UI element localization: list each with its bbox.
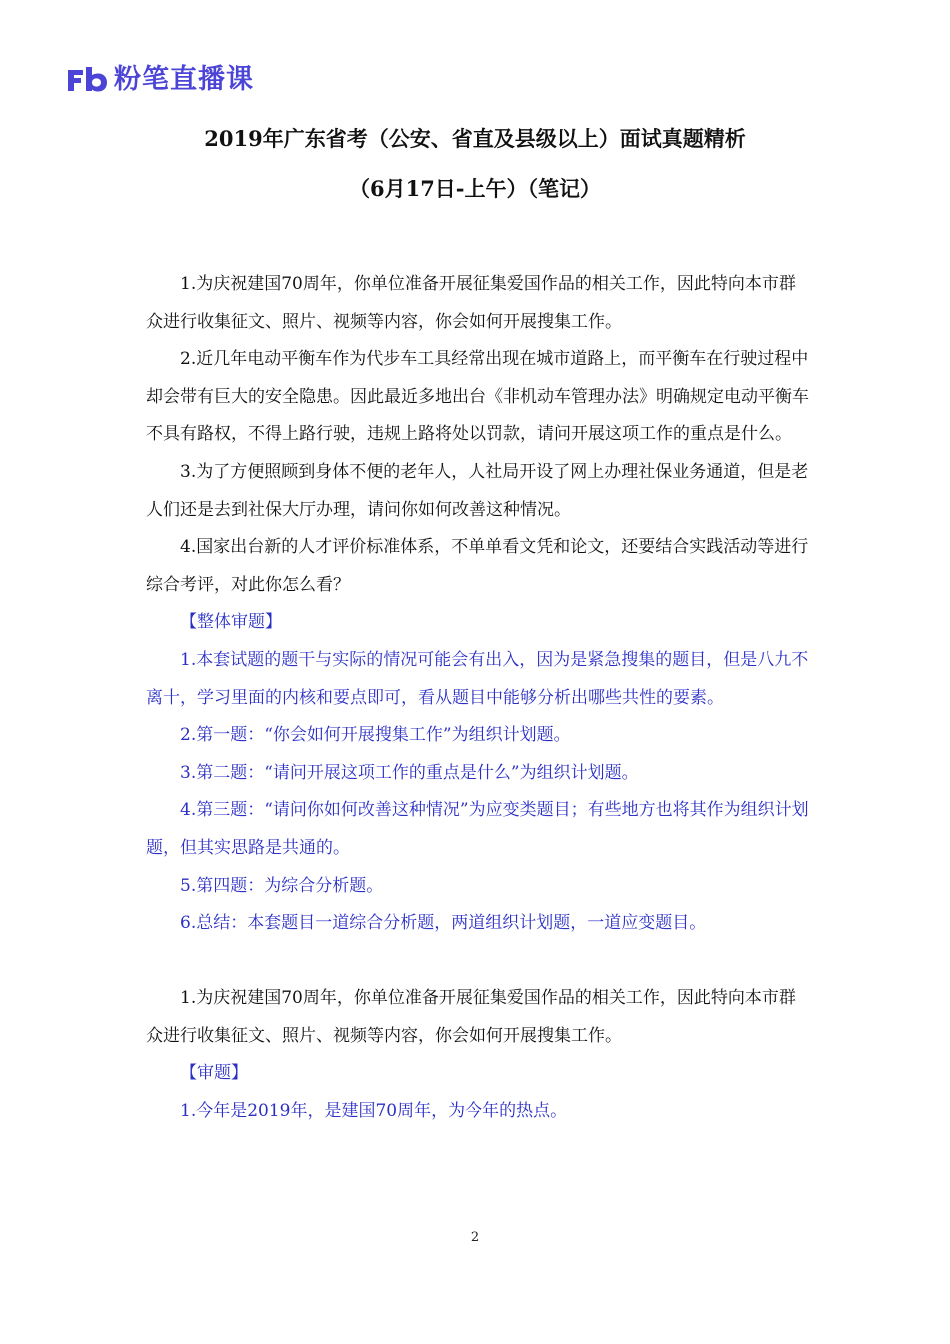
question-1: 1.为庆祝建国70周年，你单位准备开展征集爱国作品的相关工作，因此特向本市群众进行收集征文、照片、视频等内容，你会如何开展搜集工作。 (146, 274, 796, 332)
review-item: 1.今年是2019年，是建国70周年，为今年的热点。 (180, 1101, 568, 1122)
overall-review-item: 6.总结：本套题目一道综合分析题，两道组织计划题，一道应变题目。 (180, 913, 707, 934)
header-logo (66, 60, 254, 100)
overall-review-item: 5.第四题：为综合分析题。 (180, 875, 384, 896)
overall-review-item: 4.第三题：“请问你如何改善这种情况”为应变类题目；有些地方也将其作为组织计划题，但其实思路是共通的。 (146, 800, 809, 858)
overall-review-item: 3.第二题：“请问开展这项工作的重点是什么”为组织计划题。 (180, 762, 639, 783)
document-body (146, 266, 810, 1131)
question-4: 4.国家出台新的人才评价标准体系，不单单看文凭和论文，还要结合实践活动等进行综合考评，对此你怎么看？ (146, 537, 809, 595)
question-2: 2.近几年电动平衡车作为代步车工具经常出现在城市道路上，而平衡车在行驶过程中却会带有巨大的安全隐患。因此最近多地出台《非机动车管理办法》明确规定电动平衡车不具有路权，不得上路行驶，违规上路将处以罚款，请问开展这项工作的重点是什么。 (146, 349, 809, 445)
logo-text: 粉笔直播课 (114, 64, 254, 95)
page-number: 2 (470, 1230, 480, 1245)
overall-review-item: 2.第一题：“你会如何开展搜集工作”为组织计划题。 (180, 725, 571, 746)
overall-review-item: 1.本套试题的题干与实际的情况可能会有出入，因为是紧急搜集的题目，但是八九不离十，学习里面的内核和要点即可，看从题目中能够分析出哪些共性的要素。 (146, 649, 809, 708)
fb-logo-icon (66, 64, 108, 96)
question-3: 3.为了方便照顾到身体不便的老年人，人社局开设了网上办理社保业务通道，但是老人们还是去到社保大厅办理，请问你如何改善这种情况。 (146, 461, 809, 520)
section-divider (146, 943, 810, 981)
review-heading: 【审题】 (180, 1063, 248, 1084)
page-title: 2019年广东省考（公安、省直及县级以上）面试真题精析 (204, 126, 746, 151)
page-subtitle: （6月17日-上午）（笔记） (348, 176, 602, 201)
section-question: 1.为庆祝建国70周年，你单位准备开展征集爱国作品的相关工作，因此特向本市群众进行收集征文、照片、视频等内容，你会如何开展搜集工作。 (146, 988, 796, 1046)
overall-review-heading: 【整体审题】 (180, 612, 282, 633)
